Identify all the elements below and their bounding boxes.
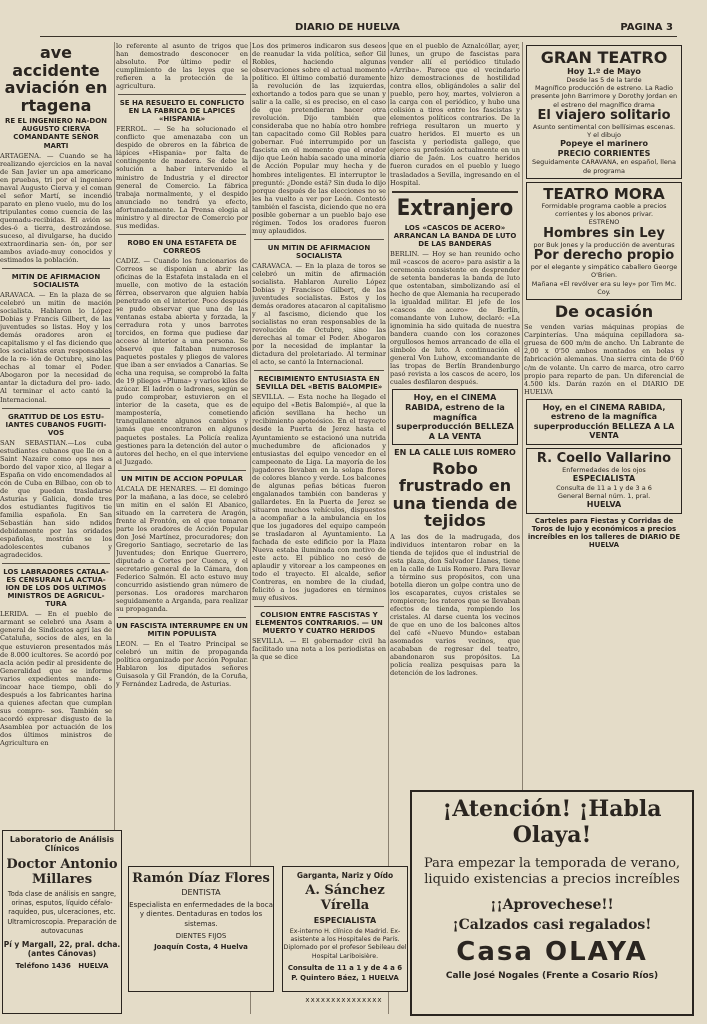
article-subhead: SE HA RESUELTO EL CONFLICTO EN LA FABRICA DE LAPICES «HISPANIA» xyxy=(119,99,245,124)
article-body: CARAVACA. — En la plaza de toros se celebró un mitin de afirmación socialista. Hablaron Aurelio López Dobias y Francisco Gilbert, de las juventudes socialistas. Estos y los demás oradores atacaron al capitalismo y al fascismo, diciendo que los socialistas no eran responsables de la revolución de Octubre, sino las derechas al tomar el Poder. Abogaron por la necesidad de implantar la dictadura del proletariado. Al terminar el acto, se cantó la Internacional. xyxy=(252,261,386,367)
dentist-name: Ramón Díaz Flores xyxy=(132,871,270,886)
ad-line: Para empezar la temporada de verano, liquido existencias a precios increíbles xyxy=(423,856,681,888)
ad-line: DIENTES FIJOS xyxy=(175,932,227,941)
ad-line: ESPECIALISTA xyxy=(572,474,636,484)
teatro-mora-ad xyxy=(526,182,682,300)
article-body: CADIZ. — Cuando los funcionarios de Correos se disponían a abrir las oficinas de la Estafeta instalada en el muelle, con motivo de la estación férrea, observaron que alguien había penetrado en el interior. Poco después se pudo observar que una de las ventanas estaba abierta y forzada, la cerradura rota y unos barrotes torcidos, en forma que pudiese dar acceso al interior a una persona. Se observó que faltaban numerosos paquetes postales y pliegos de valores que iban a ser enviados a Canarias. Se echa una requisa, se comprobó la falta de 19 pliegos «Pluma» y varios kilos de azúcar. El ladrón o ladrones, según se pudo comprobar, estuvieron en el interior de la caseta, que es de mampostería, cometiendo tranquilamente algunos cambios y jamás que encontraron en algunos paquetes postales. La Policía realiza gestiones para la detención del autor o autores del hecho, en el que interviene el Juzgado. xyxy=(116,256,248,466)
gran-teatro-ad xyxy=(526,45,682,179)
divider xyxy=(254,239,384,240)
divider xyxy=(2,268,110,269)
ad-line: P. Quintero Báez, 1 HUELVA xyxy=(291,973,399,982)
article-subhead: GRATITUD DE LOS ESTU-IANTES CUBANOS FUGITI-VOS xyxy=(5,412,107,437)
doctor-name: A. Sánchez Vírella xyxy=(305,883,385,913)
ad-line: Toda clase de análisis en sangre, orinas, esputos, líquido céfalo-raquídeo, pus, ulceraciones, etc. Ultramicroscopia. Preparación de autovacunas xyxy=(7,890,117,935)
article-subhead: UN FASCISTA INTERRUMPE EN UN MITIN POPULISTA xyxy=(116,622,248,639)
ad-line: Magnífico producción de estreno. La Radio presente John Barrimore y Dorothy Jordan en el estreno del magnífico drama xyxy=(530,84,678,109)
divider xyxy=(118,94,246,95)
divider xyxy=(2,408,110,409)
page-header xyxy=(40,18,677,37)
film-title: El viajero solitario xyxy=(537,107,671,123)
classified-title: De ocasión xyxy=(554,301,654,321)
ad-line: Enfermedades de los ojos xyxy=(562,466,646,475)
ad-line: Garganta, Nariz y Oído xyxy=(296,871,394,880)
film-title: Popeye el marinero xyxy=(560,139,648,149)
ad-line: General Bernal núm. 1, pral. xyxy=(557,492,651,501)
ad-line: Desde las 5 de la tarde xyxy=(566,76,642,85)
ad-line: Mañana «El revólver era su ley» por Tim Mc. Coy. xyxy=(531,279,677,296)
dentist-ad xyxy=(128,866,274,992)
ad-line: Joaquín Costa, 4 Huelva xyxy=(154,943,248,952)
ad-line: Especialista en enfermedades de la boca y dientes. Dentaduras en todos los sistemas. xyxy=(129,901,273,928)
phone: Teléfono 1436 xyxy=(15,962,71,971)
divider xyxy=(254,370,384,371)
street-label: EN LA CALLE LUIS ROMERO xyxy=(394,448,516,458)
divider xyxy=(392,191,518,193)
section-headline: Extranjero xyxy=(396,195,514,221)
ad-line: Seguidamente CARAVANA, en español, llena de programa xyxy=(532,158,676,175)
page-number: PAGINA 3 xyxy=(620,22,673,33)
doctor-name: Doctor Antonio Millares xyxy=(6,857,118,887)
laboratory-ad xyxy=(2,830,122,1014)
article-subhead: LOS «CASCOS DE ACERO» ARRANCAN LA BANDA DE LUTO DE LAS BANDERAS xyxy=(393,223,517,248)
article-body: FERROL. — Se ha solucionado el conflicto que amenazaba con un despido de obreros en la fábrica de lápices «Hispania» por falta de contingente de madera. Se debe la solución a haber intervenido el ministro de Industria y el director general de Comercio. La fábrica trabaja normalmente, y el despido anunciado no tendrá ya efecto, afortunadamente. La Prensa elogia al ministro y al director de Comercio por sus medidas. xyxy=(116,125,248,230)
ad-line: ¡¡Aprovechese!! xyxy=(490,896,614,913)
article-body: lo referente al asunto de trigos que han demostrado desconocer en absoluto. Por último pedir el cumplimiento de las leyes que se refieren a la protección de la agricultura. xyxy=(116,42,248,91)
article-headline: ave accidente aviación en rtagena xyxy=(4,43,108,115)
cinema-ad: Hoy, en el CINEMA RABIDA, estreno de la magnífica superproducción BELLEZA A LA VENTA xyxy=(526,399,682,445)
doctor-ad xyxy=(526,448,682,514)
ad-line: Pí y Margall, 22, pral. dcha. (antes Cánovas) xyxy=(3,940,121,959)
article-subhead: COLISION ENTRE FASCISTAS Y ELEMENTOS CONTRARIOS. — UN MUERTO Y CUATRO HERIDOS xyxy=(255,611,383,636)
article-subhead: MITIN DE AFIRMACION SOCIALISTA xyxy=(11,273,101,290)
shop-name: Casa OLAYA xyxy=(456,936,648,967)
theatre-name: TEATRO MORA xyxy=(543,184,665,203)
divider xyxy=(118,234,246,235)
article-body: SAN SEBASTIAN.—Los cuba estudiantes cubanos que lle on a Saint Nazaire como ops nes a bordo del vapor xico, al llegar a España on vido encomendados al cón de Cuba en Bilbao, con ob to de que puedan trasladarse Asturias y Galicia, donde tres dos estudiantes fugitivos tie familia española. En San Sebastián han sido ndidos debidamente por las oridades españolas, mostrán se los adolescentes cubanos y agradecidos. xyxy=(0,438,112,560)
theatre-name: GRAN TEATRO xyxy=(540,48,668,67)
ad-line: Consulta de 11 a 1 y de 4 a 6 xyxy=(287,963,403,972)
ad-line: PRECIO CORRIENTES xyxy=(557,148,651,158)
ad-line: por el elegante y simpático caballero George O'Brien. xyxy=(530,263,678,280)
article-body: ARAVACA. — En la plaza de se celebró un mitin de mación socialista. Hablaron lo López Dobias y Francis Gilbert, de las juventudes so listas. Hoy y los demás oradores aron el capitalismo y el fas diciendo que los socialistas eran responsables de la re- ión de Octubre, sino las echas al tomar el Poder. Abogaron por la necesidad de antar la dictadura del pro- iado. Al terminar el acto cantó la Internacional. xyxy=(0,291,112,404)
ad-line: Asunto sentimental con bellísimas escenas. Y el dibujo xyxy=(532,122,676,140)
ent-specialist-ad xyxy=(282,866,408,992)
article-subhead: UN MITIN DE AFIRMACION SOCIALISTA xyxy=(267,243,371,260)
ad-line: Consulta de 11 a 1 y de 3 a 6 xyxy=(556,484,652,493)
city: HUELVA xyxy=(78,962,109,971)
article-subhead: UN MITIN DE ACCION POPULAR xyxy=(121,474,243,483)
article-subhead: RECIBIMIENTO ENTUSIASTA EN SEVILLA DEL «BETIS BALOMPIE» xyxy=(255,375,383,392)
article-headline: Robo frustrado en una tienda de tejidos xyxy=(392,458,518,531)
printshop-notice: Carteles para Fiestas y Corridas de Toros de lujo y económicos a precios increíbles en los talleres de DIARIO DE HUELVA xyxy=(527,516,681,550)
ad-line: DENTISTA xyxy=(181,888,221,897)
article-body: ALCALA DE HENARES. — El domingo por la mañana, a las doce, se celebró un mitin en el salón El Abanico, situado en la carretera de Aragón, frente al Frontón, en el que tomaron parte los oradores de Acción Popular don José Martínez, procuradores; don Gregorio Santiago, secretario de las Juventudes; don Enrique Guerrero, diputado a Cortes por Cuenca, y el secretario general de la Cámara, don Federico Salmón. El acto estuvo muy concurrido asistiendo gran número de personas. Los oradores marcharon seguidamente a Arganda, para realizar su propaganda. xyxy=(116,484,248,614)
ad-line: ESPECIALISTA xyxy=(313,916,377,925)
article-subhead: LOS LABRADORES CATALA-ES CENSURAN LA ACTUA-ION DE LOS DOS ULTIMOS MINISTROS DE AGRICUL-TURA xyxy=(3,568,109,609)
divider xyxy=(118,617,246,618)
ad-line: Laboratorio de Análisis Clínicos xyxy=(9,835,115,853)
divider xyxy=(118,470,246,471)
article-body: SEVILLA. — Esta noche ha llegado el equipo del «Betis Balompié», al que la afición sevillana ha hecho un recibimiento apoteósico. En el trayecto desde la Puerta de Jerez hasta el Ayuntamiento se estacionó una nutrida muchedumbre de aficionados y entusiastas del equipo vencedor en el campeonato de Liga. La mayoría de los jugadores llevaban en la solapa flores de colores blanco y verde. Los balcones de algunas peñas béticas fueron engalanados también con banderas y gallardetes. En la Puerta de Jerez se situaron muchos vehículos, dispuestos a acompañar a la ambulancia en los que los jugadores del equipo campeón se trasladaron al Ayuntamiento. La fachada de este edificio por la Plaza Nueva estaba iluminada con motivo de este acto. El público no cesó de aplaudir y vitorear a los campeones en todo el trayecto. El alcalde, señor Contreras, en nombre de la ciudad, felicitó a los jugadores en términos muy efusivos. xyxy=(252,393,386,603)
ad-line: HUELVA xyxy=(586,500,622,510)
masthead: DIARIO DE HUELVA xyxy=(295,22,400,33)
ad-headline: ¡Atención! ¡Habla Olaya! xyxy=(442,796,662,848)
divider xyxy=(254,606,384,607)
ad-line: Formidable programa caoble a precios corrientes y los abonos privar. xyxy=(541,202,667,219)
film-title: Hombres sin Ley xyxy=(543,225,665,241)
article-body: LEON. — En el Teatro Principal se celebró un mitin de propaganda política organizado por Acción Popular. Hablaron los diputados señores Guisasola y Gil Frandón, de la Coruña, y Fernández Ladreda, de Asturias. xyxy=(116,640,248,689)
decorative-line: xxxxxxxxxxxxxxx xyxy=(305,996,383,1004)
article-body: BERLIN. — Hoy se han reunido ocho mil «cascos de acero» para asistir a la ceremonia consistente en desprender de setenta banderas la banda de luto que ostentaban, simbolizando así el hecho de que Alemania ha recuperado la igualdad militar. El jefe de los «cascos de acero» de Berlín, comandante von Luhow, declaró: «La ignominia ha sido quitada de nuestra bandera cuando con los corazones orgullosos hemos arrancado de ella el símbolo de luto. A continuación el general Von Luhow, excomandante de las tropas de Berlín Brandenburgo pasó revista a los cascos de acero, los cuales desfilaron después. xyxy=(390,249,520,387)
article-body: A las dos de la madrugada, dos individuos intentaron robar en la tienda de tejidos que el industrial de esta plaza, don Salvador Llanes, tiene en la calle de Luis Romero. Para llevar a término sus propósitos, con una botella dieron un golpe contra uno de los escaparates, cuyos cristales se rompieron; los rateros que se llevaban efectos de tienda, rompiendo los cristales. Al darse cuenta los vecinos de que en uno de los balcones altos del café «Nuevo Mundo» estaban asomados varios vecinos, que acababan de regresar del teatro, abandonaron sus propósitos. La policía realiza pesquisas para la detención de los ladrones. xyxy=(390,532,520,678)
article-body: SEVILLA. — El gobernador civil ha facilitado una nota a los periodistas en la que se dice xyxy=(252,637,386,662)
article-body: que en el pueblo de Aznalcóllar, ayer, lunes, un grupo de fascistas para vender allí el periódico titulado «Arriba». Parece que el vecindario hizo demostraciones de hostilidad contra ellos, obligándoles a salir del pueblo, pero hoy, martes, volvieron a la carga con el periódico, y hubo una colisión a tiros entre los fascistas y elementos políticos contrarios. De la refriega resultaron un muerto y cuatro heridos. El muerto es un fascista y periodista gallego, que ejerce su profesión actualmente en un diario de Jaén. Los cuatro heridos fueron curados en el pueblo y luego trasladados a Sevilla, ingresando en el Hospital. xyxy=(390,42,520,187)
ad-line: ¡Calzados casi regalados! xyxy=(452,916,652,933)
film-title: Por derecho propio xyxy=(533,247,675,263)
article-body: Los dos primeros indicaron sus deseos de reanudar la vida política, señor Gil Robles, haciendo algunas observaciones sobre el actual momento político. El último combatió duramente la revolución de las izquierdas, exhortando a todos para que se unan y salir a la calle, si es preciso, en el caso de que pretendieran hacer otra revolución. Dijo también que consideraba que no había otro hombre tan capacitado como Gil Robles para gobernar. Fué interrumpido por un fascista en el momento que el orador dijo que León había sacado una minoría de Acción Popular muy hecha y de hombres inteligentes. El interruptor le preguntó: ¿Donde está? Sin duda lo dijo porque después de las elecciones no se les ha vuelto a ver por León. Contestó también el fascista, diciendo que no era posible gobernar a un pueblo bajo ese régimen. Todos los oradores fueron muy aplaudidos. xyxy=(252,42,386,235)
ad-line: Ex-interno H. clínico de Madrid. Ex-asistente a los Hospitales de París. Diplomado por el profesor Sebileau del Hospital Lariboisière. xyxy=(283,928,407,960)
classified-body: Se venden varias máquinas propias de Carpinterías. Una máquina cepilladora sa-gruesa de 600 m/m de ancho. Un Labrante de 2,00 x 0'50 ambos montados en bolas y fabricación alemanas. Una sierra cinta de 0'60 c/m de volante. Un carro de marca, otro carro propio para reparto de pan. Un diferencial de 4.500 kls. Darán razón en el DIARIO DE HUELVA xyxy=(524,323,684,396)
ad-line: por Buk Jones y la producción de aventuras xyxy=(533,240,675,249)
ad-line: Hoy 1.º de Mayo xyxy=(567,66,641,76)
divider xyxy=(2,563,110,564)
ad-line: ESTRENO xyxy=(588,218,620,227)
cinema-ad: Hoy, en el CINEMA RABIDA, estreno de la magnífica superproducción BELLEZA A LA VENTA xyxy=(392,389,518,445)
article-subhead: RE EL INGENIERO NA-DON AUGUSTO CIERVA COMANDANTE SEÑOR MARTI xyxy=(4,117,108,150)
olaya-ad xyxy=(410,790,694,1016)
doctor-name: R. Coello Vallarino xyxy=(536,451,672,467)
article-subhead: ROBO EN UNA ESTAFETA DE CORREOS xyxy=(127,238,237,255)
article-body: ARTAGENA. — Cuando se ha realizando ejercicios en la naval de San Javier un apa americano en pruebas, tri por el ingeniero naval Augusto Cierva y el coman el señor Martí, se incendió parato en pleno vuelo, mu do los tripulantes como cuencia de las quemadu-recibidas. El avión se des-ó a tierra, destrozándose. suceso, al divulgarse, ha ducido extraordinaria sen- ón, por ser ambos aviado-muy conocidos y estimados la población. xyxy=(0,151,112,264)
shop-address: Calle José Nogales (Frente a Cosario Ríos) xyxy=(445,970,659,981)
article-body: LERIDA. — En el pueblo de armant se celebró una Asam a general de Sindicatos agrí las de Cataluña, socios de ales, en la que estuvieron presentados más de 8.000 icultores. Se acordó por acla ación pedir al presidente de Generalidad que se informe varios expedientes mande- s incoar hace tiempo, obli do después a los fabricantes harina a quienes afectan que cumplan sus compro- sos. También se acordó expresar disgusto de la Asamblea por actuación de los dos últimos ministros de Agricultura en xyxy=(0,610,112,747)
